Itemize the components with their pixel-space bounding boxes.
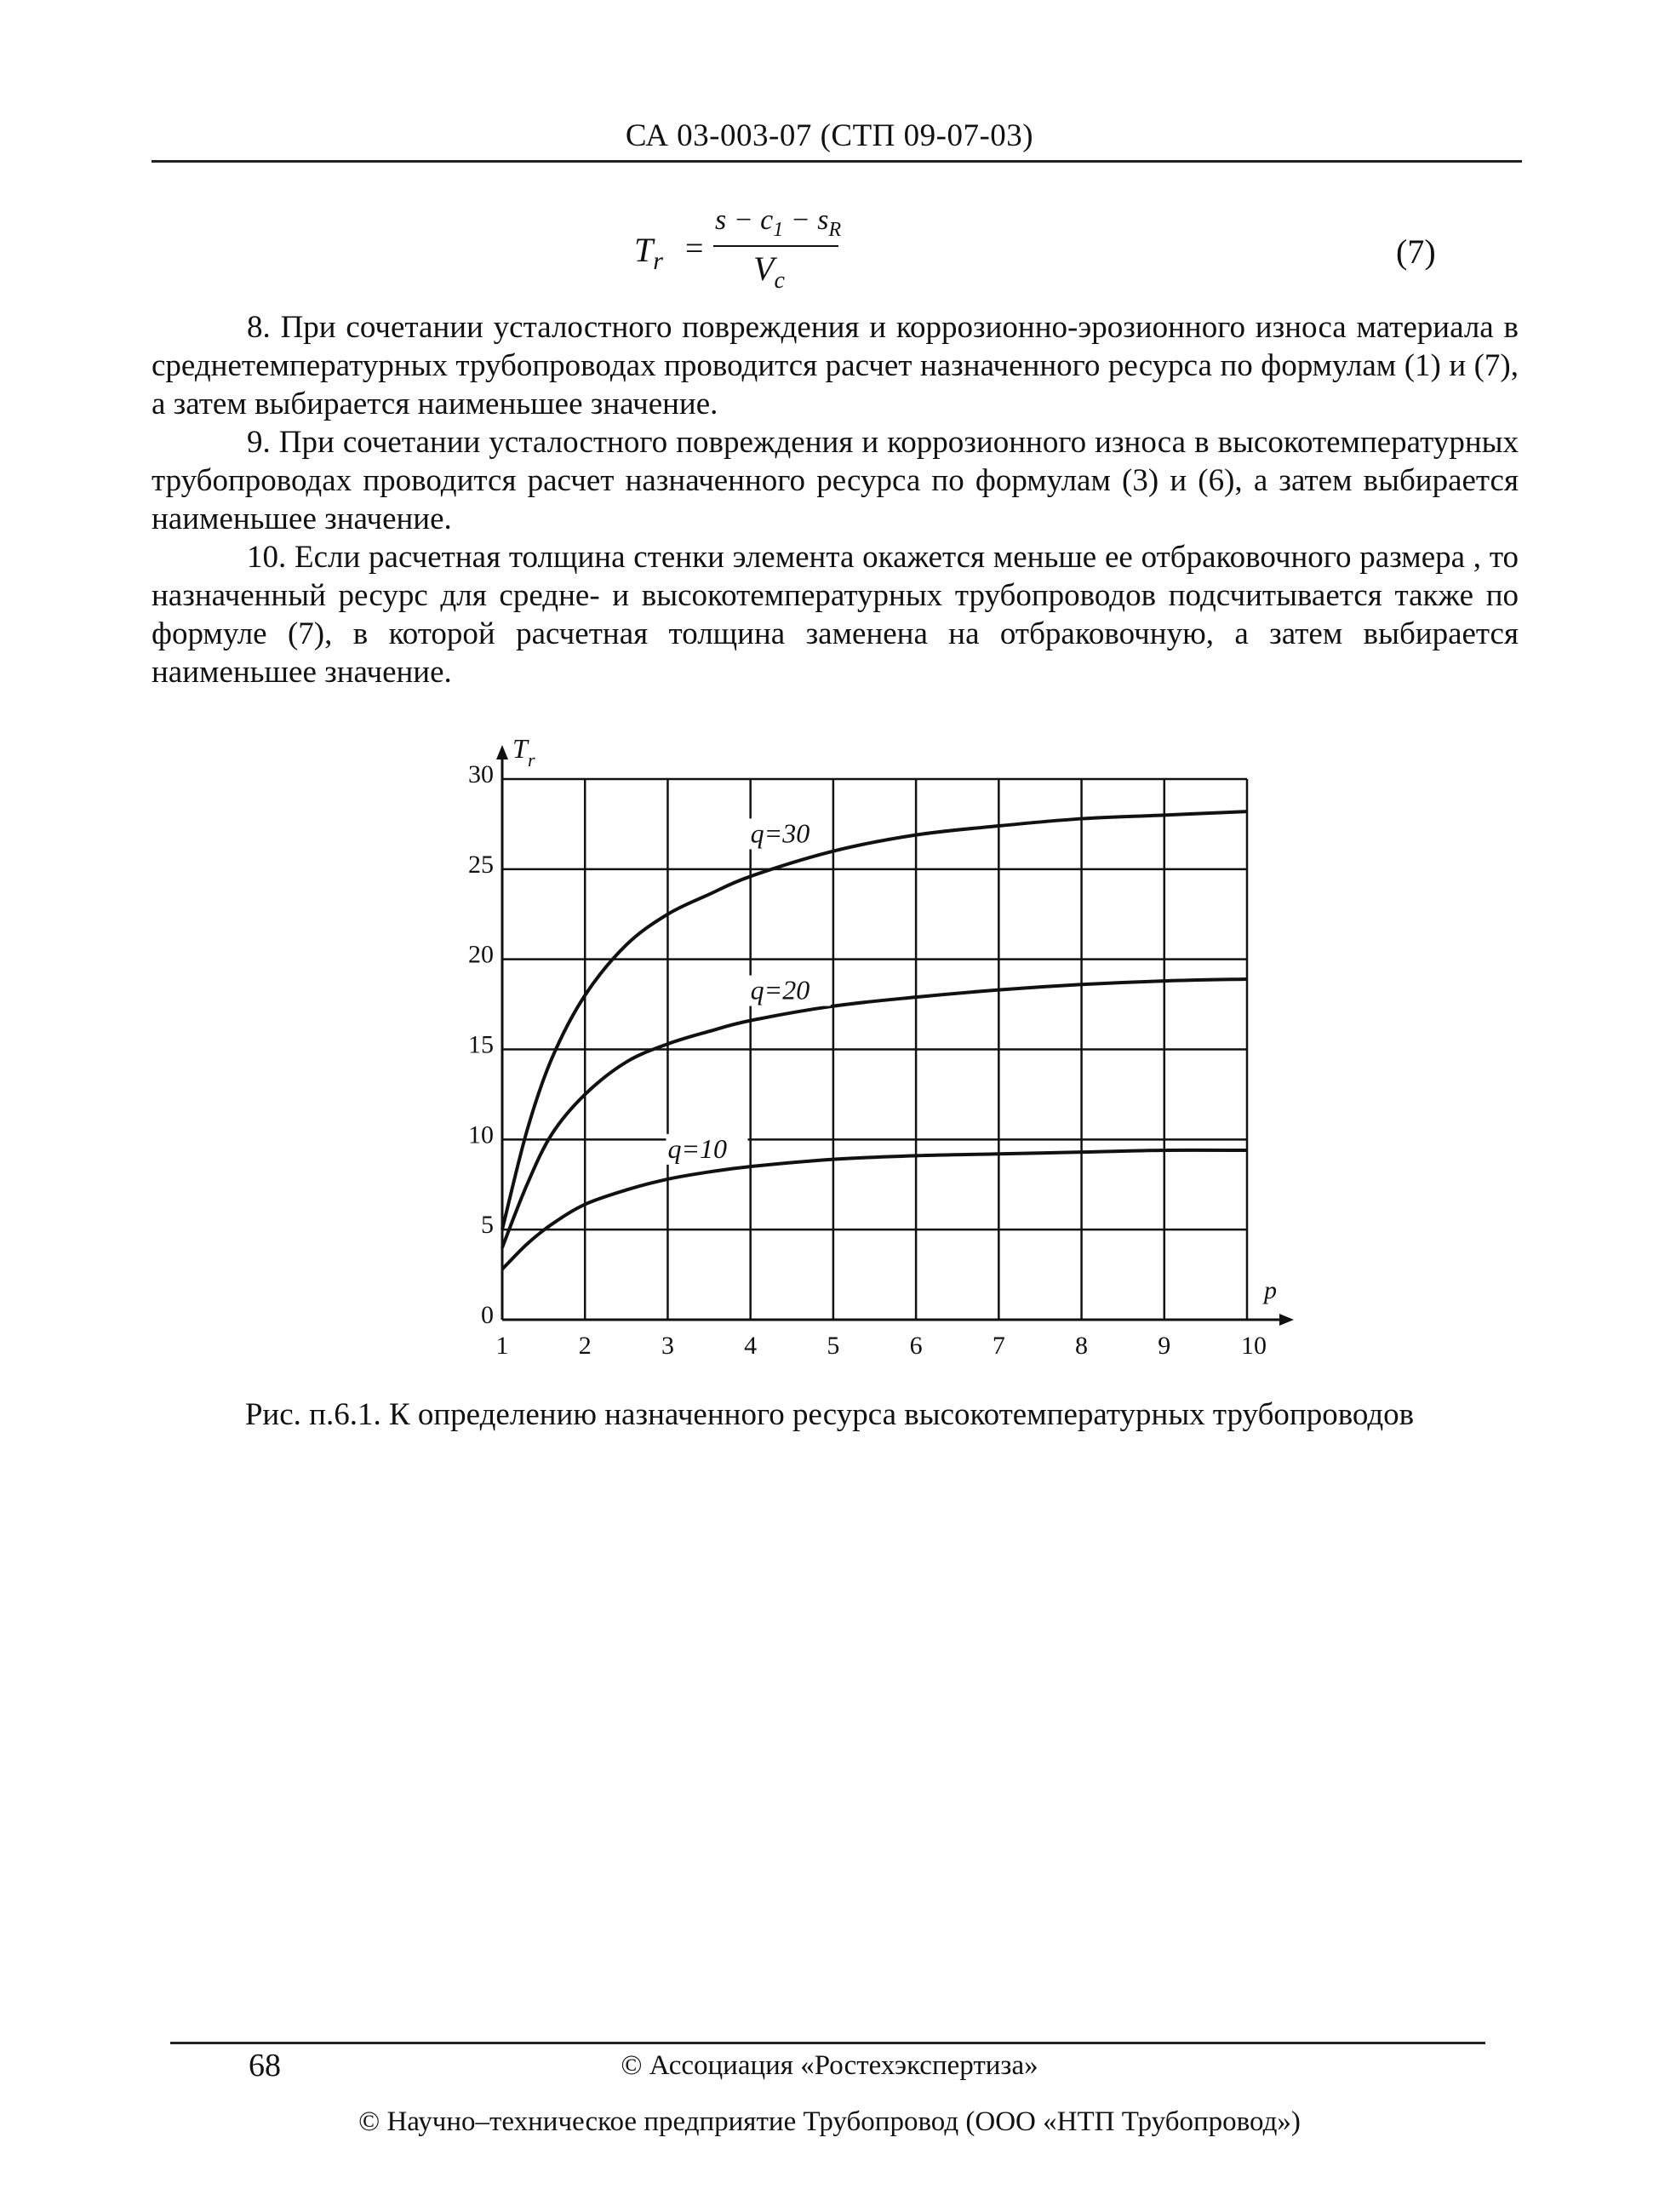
y-tick-label: 0 xyxy=(481,1301,494,1329)
resource-chart xyxy=(443,724,1311,1371)
paragraph-10: 10. Если расчетная толщина стенки элемента окажется меньше ее отбраковочного размера , то назначенный ресурс для средне- и высокотемпературных трубопроводов подсчитывается также по формуле (7), в которой расчетная толщина заменена на отбраковочную, а затем выбирается наименьшее значение. xyxy=(152,540,1519,690)
x-tick-label: 4 xyxy=(744,1332,758,1360)
x-tick-label: 5 xyxy=(827,1332,840,1360)
formula-number: (7) xyxy=(1396,232,1436,271)
x-tick-label: 6 xyxy=(909,1332,923,1360)
paragraph-9: 9. При сочетании усталостного повреждения и коррозионного износа в высокотемпературных трубопроводах проводится расчет назначенного ресурса по формулам (3) и (6), а затем выбирается наименьшее значение. xyxy=(152,425,1519,536)
footer-divider xyxy=(170,2042,1485,2044)
document-code: СА 03-003-07 (СТП 09-07-03) xyxy=(625,118,1034,153)
x-tick-label: 8 xyxy=(1075,1332,1089,1360)
y-tick-label: 25 xyxy=(468,850,494,879)
x-tick-label: 7 xyxy=(992,1332,1005,1360)
x-tick-label: 1 xyxy=(495,1332,509,1360)
figure-caption: Рис. п.6.1. К определению назначенного ресурса высокотемпературных трубопроводов xyxy=(244,1397,1415,1432)
y-tick-label: 30 xyxy=(468,760,494,788)
y-tick-label: 15 xyxy=(468,1030,494,1059)
x-tick-label: 3 xyxy=(661,1332,674,1360)
series-label: q=20 xyxy=(750,974,810,1006)
series-line xyxy=(502,979,1247,1247)
y-axis-label: T xyxy=(512,733,528,764)
y-axis-arrow xyxy=(496,745,508,759)
formula-numerator: $s - c_1 - s_R$ xyxy=(715,204,842,241)
x-axis-label: p xyxy=(1264,1276,1277,1304)
header-divider xyxy=(152,160,1522,163)
series-line xyxy=(502,1150,1247,1269)
footer-association: © Ассоциация «Ростехэкспертиза» xyxy=(621,2050,1038,2081)
y-tick-label: 10 xyxy=(468,1120,494,1149)
y-tick-label: 5 xyxy=(481,1211,494,1240)
series-line xyxy=(502,811,1247,1229)
figure-chart xyxy=(443,724,1311,1371)
footer-ntp: © Научно–техническое предприятие Трубопровод (ООО «НТП Трубопровод») xyxy=(358,2106,1301,2137)
y-tick-label: 20 xyxy=(468,940,494,969)
x-axis-arrow xyxy=(1279,1314,1294,1326)
series-label: q=10 xyxy=(667,1132,728,1164)
y-axis-label-sub: r xyxy=(528,749,535,771)
formula-denominator: $V_c$ xyxy=(753,249,785,294)
series-label: q=30 xyxy=(750,817,810,849)
formula-lhs: $T_r$ xyxy=(634,231,663,275)
x-tick-label: 9 xyxy=(1158,1332,1171,1360)
formula-7 xyxy=(634,204,907,298)
page-number: 68 xyxy=(249,2048,281,2083)
fraction-bar xyxy=(713,245,838,247)
x-tick-label: 10 xyxy=(1241,1332,1267,1360)
paragraph-8: 8. При сочетании усталостного повреждения и коррозионно-эрозионного износа материала в среднетемпературных трубопроводах проводится расчет назначенного ресурса по формулам (1) и (7), а затем выбирается наименьшее значение. xyxy=(152,310,1519,421)
x-tick-label: 2 xyxy=(578,1332,592,1360)
formula-equals: = xyxy=(685,231,704,266)
